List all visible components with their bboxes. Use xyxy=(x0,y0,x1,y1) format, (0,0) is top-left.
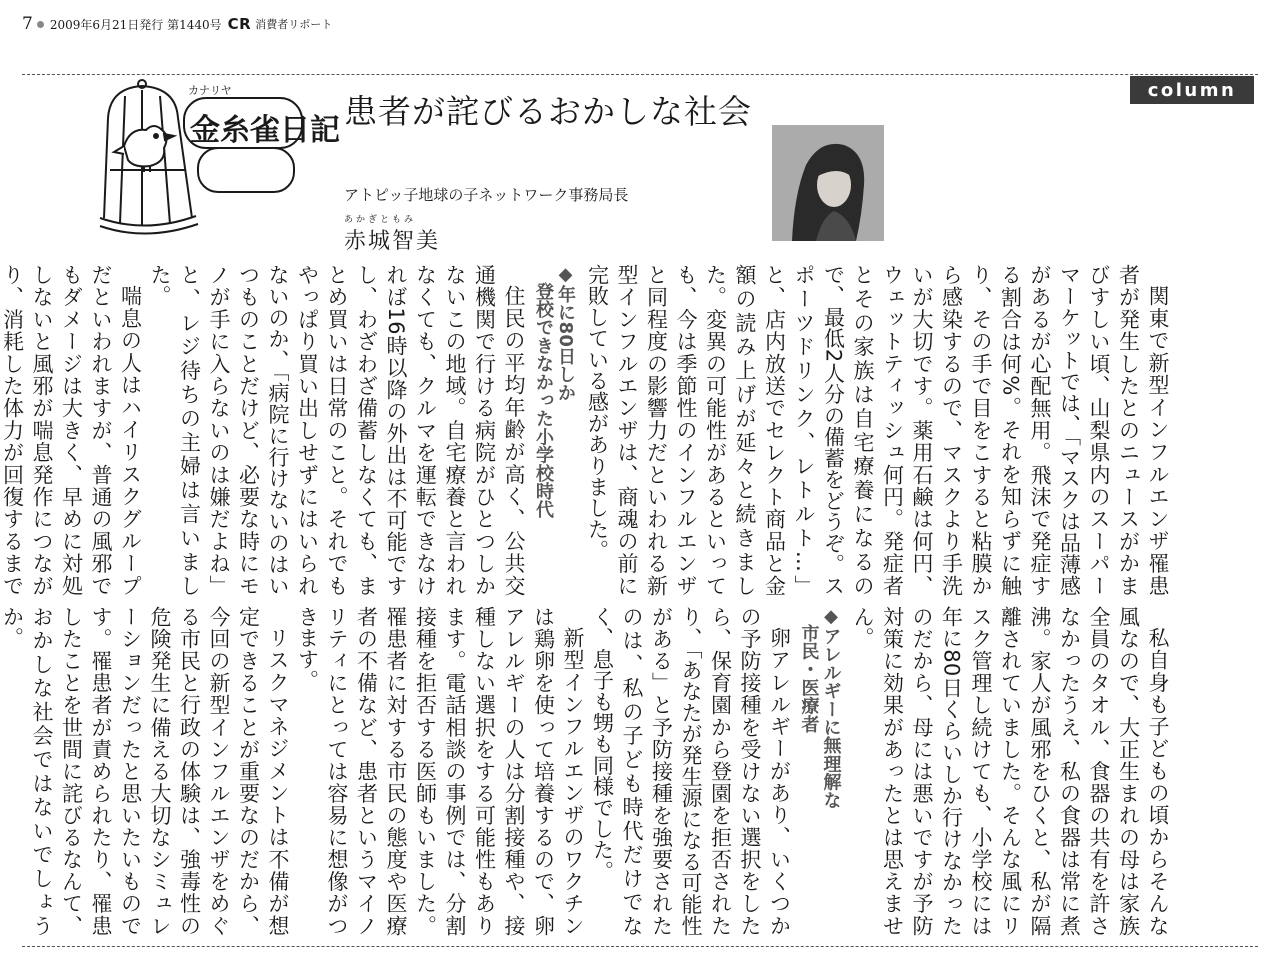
section-heading-2 xyxy=(798,606,842,936)
paragraph: 新型インフルエンザのワクチンは鶏卵を使って培養するので、卵アレルギーの人は分割接種や、接種しない選択をする可能性もあります。電話相談の事例では、分割接種を拒否する医師もいました。罹患者に対する市民の態度や医療者の不備など、患者というマイノリティにとっては容易に想像がつきます。 xyxy=(295,606,585,936)
logo-title-top: 金糸雀日記 xyxy=(190,113,340,148)
logo-reading: カナリヤ xyxy=(188,84,232,97)
paragraph: リスクマネジメントは不備が想定できることが重要なのだから、今回の新型インフルエンザをめぐる市民と行政の体験は、強毒性の危険発生に備える大切なシミュレーションだったと思いたいものです。罹患者が責められたり、罹患したことを世間に詫びるなんて、おかしな社会ではないでしょうか。 xyxy=(0,606,290,936)
article-title: 患者が詫びるおかしな社会 xyxy=(344,92,752,131)
paragraph: 私自身も子どもの頃からそんな風なので、大正生まれの母は家族全員のタオル、食器の共有を許さなかったうえ、私の食器は常に煮沸。家人が風邪をひくと、私が隔離されていました。そんな風にリスク管理し続けても、小学校には年に80日くらいしか行けなかったのだから、母には悪いですが予防対策に効果があったとは思えません。 xyxy=(851,606,1170,936)
column-badge: column xyxy=(1130,76,1254,104)
bullet-dot-icon xyxy=(37,21,44,28)
top-divider xyxy=(22,74,1258,75)
author-name: 赤城智美 xyxy=(344,229,441,254)
paragraph: 関東で新型インフルエンザ罹患者が発生したとのニュースがかまびすしい頃、山梨県内のスーパーマーケットでは、「マスクは品薄感があるが心配無用。飛沫で発症する割合は何%。それを知らずに触り、その手で目をこすると粘膜から感染するので、マスクより手洗いが大切です。薬用石鹸は何円、ウェットティッシュ何円。発症者とその家族は自宅療養になるので、最低2人分の備蓄をどうぞ。スポーツドリンク、レトルト…」と、店内放送でセレクト商品と金額の読み上げが延々と続きました。変異の可能性があるといっても、今は季節性のインフルエンザと同程度の影響力だといわれる新型インフルエンザは、商魂の前に完敗している感がありました。 xyxy=(585,264,1170,596)
heading-line: 市民・医療者 xyxy=(798,624,820,734)
article-body-upper xyxy=(0,264,1172,596)
author-reading: あかぎともみ xyxy=(344,215,417,225)
heading-line: 登校できなかった小学校時代 xyxy=(533,282,554,519)
author-block xyxy=(344,212,440,255)
author-photo xyxy=(772,125,884,241)
magazine-name: 消費者リポート xyxy=(255,18,333,31)
bottom-divider xyxy=(22,946,1258,947)
heading-line: ◆年に80日しか xyxy=(555,264,576,402)
page-number: 7 xyxy=(22,14,33,34)
issue-date: 2009年6月21日発行 第1440号 xyxy=(49,17,222,32)
paragraph: 卵アレルギーがあり、いくつかの予防接種を受けない選択をしたら、保育園から登園を拒否されたり、「あなたが発生源になる可能性がある」と予防接種を強要されたのは、私の子ども時代だけでなく、息子も甥も同様でした。 xyxy=(590,606,792,936)
page-header xyxy=(22,13,332,35)
author-organization: アトピッ子地球の子ネットワーク事務局長 xyxy=(344,186,629,204)
section-heading-1 xyxy=(532,264,576,596)
heading-line: ◆アレルギーに無理解な xyxy=(820,606,842,810)
canary-diary-logo xyxy=(80,78,340,248)
brand-mark: CR xyxy=(227,15,252,33)
paragraph: 住民の平均年齢が高く、公共交通機関で行ける病院がひとつしかないこの地域。自宅療養と言われなくても、クルマを運転できなければ16時以降の外出は不可能ですし、わざわざ備蓄しなくても、まとめ買いは日常のこと。それでもやっぱり買い出しせずにはいられないのか、「病院に行けないのはいつものことだけど、必要な時にモノが手に入らないのは嫌だよね」と、レジ待ちの主婦は言いました。 xyxy=(148,264,526,596)
article-body-lower xyxy=(0,606,1172,936)
paragraph: 喘息の人はハイリスクグループだといわれますが、普通の風邪でもダメージは大きく、早めに対処しないと風邪が喘息発作につながり、消耗した体力が回復するまで xyxy=(0,264,143,596)
